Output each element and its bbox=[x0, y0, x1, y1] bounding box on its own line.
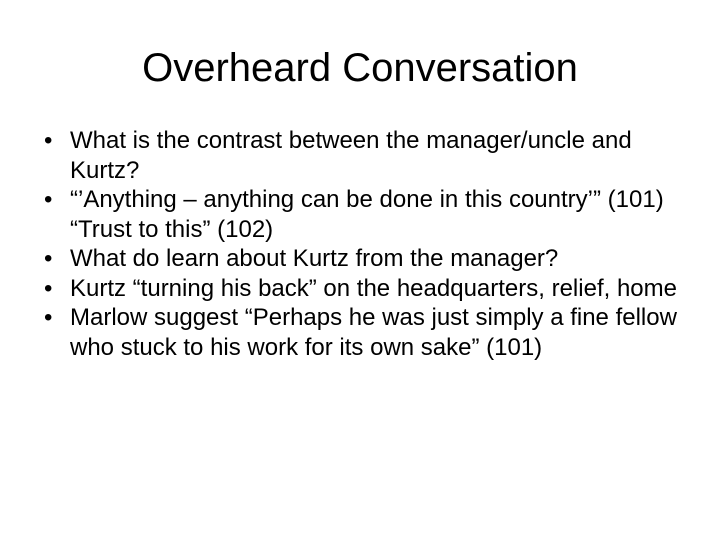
bullet-item bbox=[44, 126, 684, 185]
bullet-text: “’Anything – anything can be done in this country’” (101) “Trust to this” (102) bbox=[70, 186, 664, 243]
bullet-icon: • bbox=[44, 186, 53, 213]
bullet-item bbox=[44, 244, 684, 274]
bullet-item bbox=[44, 274, 684, 304]
bullet-list bbox=[44, 126, 684, 362]
bullet-icon: • bbox=[44, 127, 53, 154]
bullet-text: What do learn about Kurtz from the manager? bbox=[70, 245, 559, 272]
bullet-item bbox=[44, 303, 684, 362]
slide-title: Overheard Conversation bbox=[142, 46, 578, 90]
bullet-item bbox=[44, 185, 684, 244]
bullet-text: Marlow suggest “Perhaps he was just simply a fine fellow who stuck to his work for its own sake” (101) bbox=[70, 304, 677, 361]
bullet-icon: • bbox=[44, 274, 53, 302]
bullet-text: Kurtz “turning his back” on the headquarters, relief, home bbox=[70, 274, 677, 302]
bullet-icon: • bbox=[44, 245, 53, 272]
bullet-text: What is the contrast between the manager/uncle and Kurtz? bbox=[70, 127, 632, 184]
bullet-icon: • bbox=[44, 304, 53, 331]
